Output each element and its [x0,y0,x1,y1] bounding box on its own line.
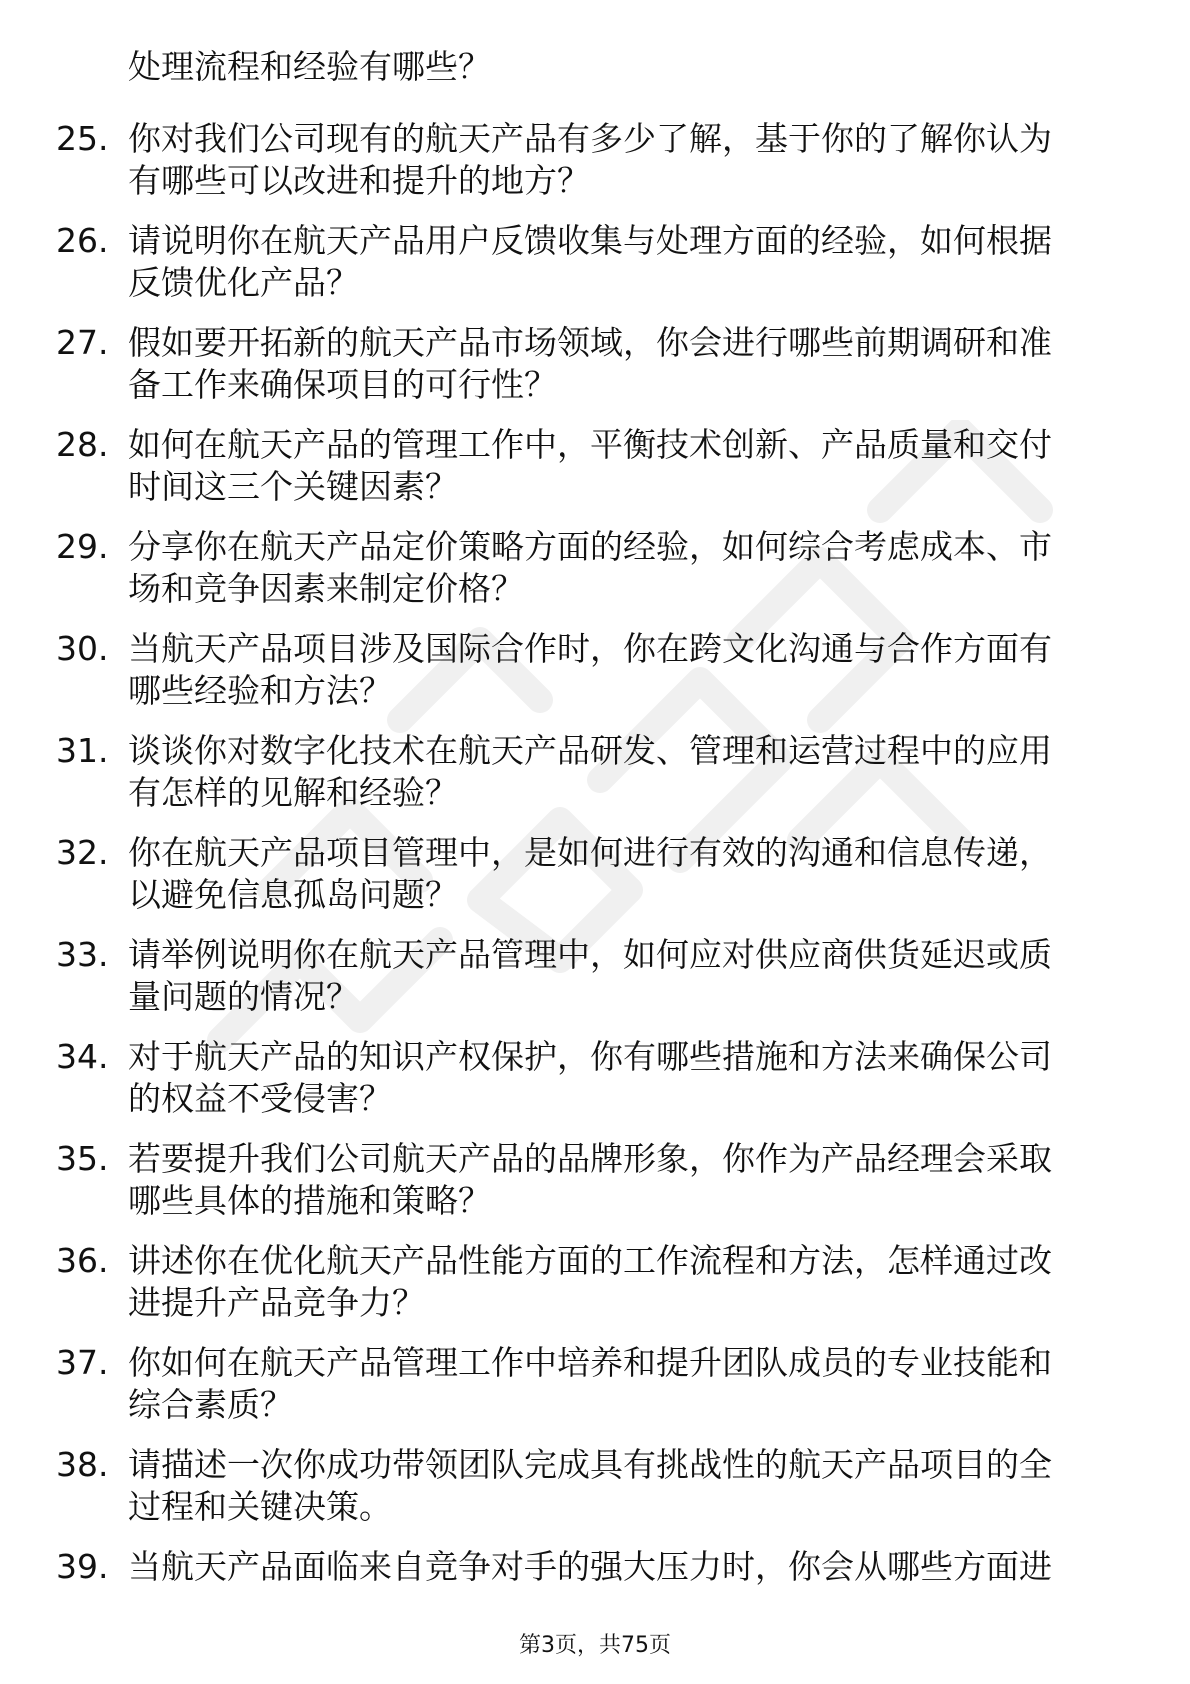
page-footer: 第3页，共75页 [519,1633,671,1658]
question-line: 有怎样的见解和经验？ [128,773,458,812]
question-line: 请描述一次你成功带领团队完成具有挑战性的航天产品项目的全 [128,1445,1052,1484]
question-text [128,1444,1118,1528]
question-number: 25. [56,119,109,158]
question-number: 33. [56,935,109,974]
question-number: 37. [56,1343,109,1382]
continued-text: 处理流程和经验有哪些？ [128,47,491,86]
question-number: 27. [56,323,109,362]
question-line: 反馈优化产品？ [128,263,359,302]
question-text [128,118,1118,202]
question-line: 的权益不受侵害？ [128,1079,392,1118]
question-line: 进提升产品竞争力？ [128,1283,425,1322]
question-number: 39. [56,1547,109,1586]
question-item [0,118,1190,220]
question-item [0,424,1190,526]
question-text [128,934,1118,1018]
question-number: 26. [56,221,109,260]
question-item [0,1138,1190,1240]
question-text [128,1342,1118,1426]
question-line: 谈谈你对数字化技术在航天产品研发、管理和运营过程中的应用 [128,731,1052,770]
question-line: 你如何在航天产品管理工作中培养和提升团队成员的专业技能和 [128,1343,1052,1382]
question-number: 29. [56,527,109,566]
question-text [128,1546,1118,1588]
question-text [128,526,1118,610]
question-text [128,424,1118,508]
question-item [0,1444,1190,1546]
question-text [128,1036,1118,1120]
question-text [128,220,1118,304]
question-list [0,118,1190,1648]
question-text [128,730,1118,814]
question-line: 你在航天产品项目管理中，是如何进行有效的沟通和信息传递， [128,833,1052,872]
question-line: 哪些具体的措施和策略？ [128,1181,491,1220]
question-line: 若要提升我们公司航天产品的品牌形象，你作为产品经理会采取 [128,1139,1052,1178]
question-item [0,730,1190,832]
question-number: 30. [56,629,109,668]
question-item [0,526,1190,628]
question-text [128,322,1118,406]
question-text [128,628,1118,712]
question-line: 备工作来确保项目的可行性？ [128,365,557,404]
question-line: 当航天产品面临来自竞争对手的强大压力时，你会从哪些方面进 [128,1547,1052,1586]
question-number: 35. [56,1139,109,1178]
question-line: 讲述你在优化航天产品性能方面的工作流程和方法，怎样通过改 [128,1241,1052,1280]
question-number: 28. [56,425,109,464]
question-line: 当航天产品项目涉及国际合作时，你在跨文化沟通与合作方面有 [128,629,1052,668]
question-number: 31. [56,731,109,770]
question-item [0,832,1190,934]
question-line: 请举例说明你在航天产品管理中，如何应对供应商供货延迟或质 [128,935,1052,974]
question-line: 过程和关键决策。 [128,1487,392,1526]
question-text [128,1240,1118,1324]
question-number: 36. [56,1241,109,1280]
question-line: 有哪些可以改进和提升的地方？ [128,161,590,200]
question-item [0,1036,1190,1138]
question-item [0,1342,1190,1444]
question-line: 综合素质？ [128,1385,293,1424]
question-line: 量问题的情况？ [128,977,359,1016]
question-line: 对于航天产品的知识产权保护，你有哪些措施和方法来确保公司 [128,1037,1052,1076]
question-line: 假如要开拓新的航天产品市场领域，你会进行哪些前期调研和准 [128,323,1052,362]
question-item [0,1240,1190,1342]
question-item [0,934,1190,1036]
question-item [0,628,1190,730]
question-text [128,832,1118,916]
question-line: 哪些经验和方法？ [128,671,392,710]
question-number: 34. [56,1037,109,1076]
question-number: 38. [56,1445,109,1484]
question-line: 分享你在航天产品定价策略方面的经验，如何综合考虑成本、市 [128,527,1052,566]
question-item [0,322,1190,424]
question-line: 如何在航天产品的管理工作中，平衡技术创新、产品质量和交付 [128,425,1052,464]
question-line: 场和竞争因素来制定价格？ [128,569,524,608]
question-line: 你对我们公司现有的航天产品有多少了解，基于你的了解你认为 [128,119,1052,158]
question-text [128,1138,1118,1222]
question-line: 时间这三个关键因素？ [128,467,458,506]
question-number: 32. [56,833,109,872]
question-line: 请说明你在航天产品用户反馈收集与处理方面的经验，如何根据 [128,221,1052,260]
question-item [0,220,1190,322]
question-line: 以避免信息孤岛问题？ [128,875,458,914]
